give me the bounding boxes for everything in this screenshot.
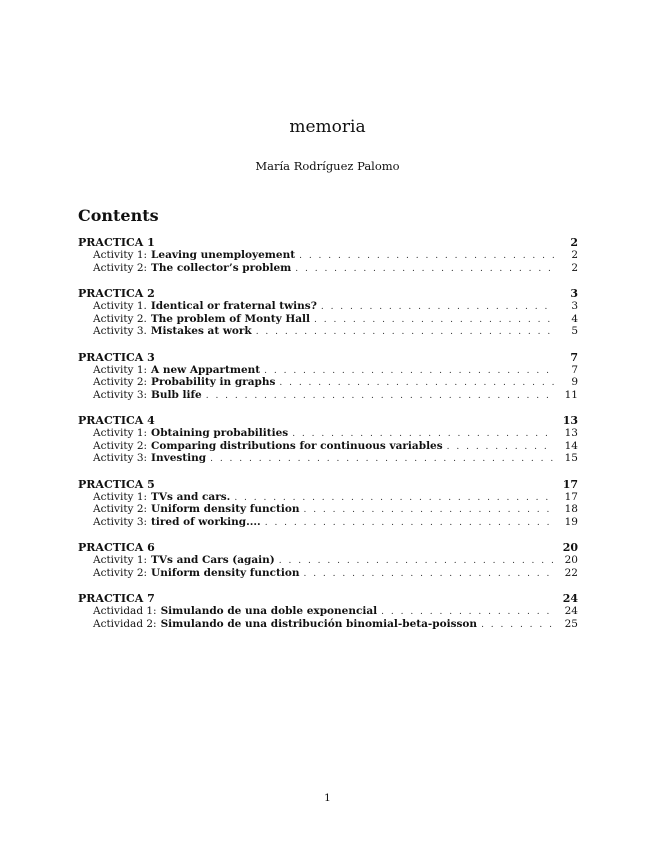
toc-section-title: PRACTICA 6 (78, 541, 155, 554)
toc-entry-prefix: Activity 2: (93, 376, 148, 388)
toc-entry-page: 18 (564, 503, 578, 515)
toc-entry-prefix: Activity 2: (93, 503, 148, 515)
toc-section-title: PRACTICA 5 (78, 477, 155, 491)
toc-entry[interactable] (78, 313, 578, 326)
toc-entry-title: Identical or fraternal twins? (150, 300, 317, 312)
toc-entry-prefix: Actividad 2: (93, 617, 157, 630)
toc-entry-page: 25 (564, 617, 578, 630)
toc-entry[interactable] (78, 262, 578, 275)
toc-entry[interactable] (78, 364, 578, 377)
toc-entry-page: 22 (564, 566, 578, 579)
toc-section-row[interactable] (78, 592, 578, 605)
toc-section-title: PRACTICA 2 (78, 287, 155, 300)
toc-entry-title: The collector’s problem (151, 261, 292, 274)
toc-section-page: 20 (562, 541, 578, 554)
toc-entry-page: 15 (564, 452, 578, 464)
toc-entry-title: Comparing distributions for continuous variables (151, 439, 443, 452)
toc-leader-dots (303, 568, 554, 581)
toc-entry[interactable] (78, 249, 578, 262)
toc-section-title: PRACTICA 7 (78, 592, 155, 605)
page-number: 1 (324, 792, 331, 804)
toc-section (78, 478, 578, 529)
toc-entry-title: TVs and Cars (again) (151, 554, 275, 566)
toc-leader-dots (481, 619, 554, 632)
toc-entry-prefix: Activity 1: (93, 427, 148, 439)
toc-entry-title: Simulando de una distribución binomial-beta-poisson (160, 617, 478, 630)
toc-entry[interactable] (78, 440, 578, 453)
toc-leader-dots (206, 390, 554, 403)
toc-entry[interactable] (78, 491, 578, 504)
toc-entry-prefix: Activity 2: (93, 566, 148, 579)
toc-entry[interactable] (78, 605, 578, 618)
toc-entry-prefix: Activity 2: (93, 439, 148, 452)
toc-entry-prefix: Activity 2. (93, 312, 147, 325)
toc-entry-page: 5 (571, 325, 578, 337)
toc-section-page: 2 (570, 236, 578, 249)
toc-section-page: 3 (570, 287, 578, 300)
toc-entry-page: 11 (564, 388, 578, 401)
toc-leader-dots (314, 314, 554, 327)
toc-section-page: 7 (570, 350, 578, 364)
toc-leader-dots (299, 250, 554, 263)
toc-entry-prefix: Activity 1. (93, 300, 147, 312)
toc-entry[interactable] (78, 516, 578, 529)
toc-entry-title: Bulb life (151, 388, 202, 401)
toc-entry-prefix: Activity 2: (93, 261, 148, 274)
toc-section (78, 414, 578, 465)
toc-entry-page: 4 (571, 312, 578, 325)
toc-section-page: 24 (562, 592, 578, 605)
toc-leader-dots (256, 326, 554, 339)
toc-entry[interactable] (78, 452, 578, 465)
toc-entry-page: 17 (564, 490, 578, 503)
toc-entry-page: 14 (564, 439, 578, 452)
toc-entry-title: Probability in graphs (151, 376, 276, 388)
toc-entry[interactable] (78, 325, 578, 338)
toc-entry-page: 24 (564, 605, 578, 617)
toc-leader-dots (295, 263, 554, 276)
toc-entry[interactable] (78, 618, 578, 631)
toc-leader-dots (321, 301, 554, 314)
toc-leader-dots (210, 453, 554, 466)
toc-entry-title: Simulando de una doble exponencial (160, 605, 378, 617)
toc-section-row[interactable] (78, 414, 578, 427)
toc-entry[interactable] (78, 389, 578, 402)
toc-section (78, 236, 578, 274)
toc-section-row[interactable] (78, 236, 578, 249)
toc-entry[interactable] (78, 503, 578, 516)
document-title: memoria (289, 117, 366, 137)
toc-section-title: PRACTICA 3 (78, 350, 155, 364)
toc-section-page: 13 (562, 414, 578, 427)
toc-section-row[interactable] (78, 541, 578, 554)
toc-entry-prefix: Activity 3. (93, 325, 147, 337)
document-author: María Rodríguez Palomo (255, 159, 400, 173)
toc-leader-dots (279, 555, 554, 568)
toc-entry-prefix: Activity 1: (93, 249, 148, 261)
toc-entry-page: 2 (571, 261, 578, 274)
toc-leader-dots (279, 377, 554, 390)
toc-entry-title: Uniform density function (151, 566, 300, 579)
toc-leader-dots (447, 441, 554, 454)
toc-entry-prefix: Activity 1: (93, 554, 148, 566)
toc-entry[interactable] (78, 567, 578, 580)
toc-entry-title: TVs and cars. (151, 490, 231, 503)
toc-section-title: PRACTICA 4 (78, 414, 155, 427)
toc-entry-page: 7 (571, 363, 578, 376)
toc-entry-prefix: Activity 3: (93, 452, 148, 464)
toc-entry-title: Investing (151, 452, 207, 464)
toc-entry-prefix: Actividad 1: (93, 605, 157, 617)
toc-section (78, 541, 578, 579)
toc-section-row[interactable] (78, 351, 578, 364)
toc-entry-title: tired of working.... (151, 515, 261, 528)
toc-entry-title: A new Appartment (151, 363, 261, 376)
toc-section (78, 592, 578, 630)
toc-entry-prefix: Activity 3: (93, 388, 148, 401)
toc-entry-page: 9 (571, 376, 578, 388)
toc-entry-page: 13 (564, 427, 578, 439)
toc-section-row[interactable] (78, 478, 578, 491)
toc-entry-title: Obtaining probabilities (151, 427, 289, 439)
toc-entry[interactable] (78, 427, 578, 440)
toc-entry[interactable] (78, 376, 578, 389)
toc-entry[interactable] (78, 554, 578, 567)
toc-entry-title: Uniform density function (151, 503, 300, 515)
toc-leader-dots (264, 365, 554, 378)
table-of-contents (78, 236, 578, 643)
contents-heading: Contents (78, 206, 159, 225)
toc-section (78, 287, 578, 338)
toc-entry[interactable] (78, 300, 578, 313)
toc-entry-page: 2 (571, 249, 578, 261)
toc-entry-prefix: Activity 1: (93, 490, 148, 503)
toc-leader-dots (303, 504, 554, 517)
toc-entry-title: Leaving unemployement (151, 249, 296, 261)
toc-entry-page: 20 (564, 554, 578, 566)
toc-section-title: PRACTICA 1 (78, 236, 155, 249)
toc-leader-dots (265, 517, 554, 530)
toc-section (78, 351, 578, 402)
toc-entry-page: 19 (564, 515, 578, 528)
toc-entry-title: Mistakes at work (150, 325, 252, 337)
toc-entry-page: 3 (571, 300, 578, 312)
toc-section-page: 17 (562, 477, 578, 491)
toc-entry-title: The problem of Monty Hall (150, 312, 311, 325)
toc-section-row[interactable] (78, 287, 578, 300)
toc-entry-prefix: Activity 3: (93, 515, 148, 528)
toc-entry-prefix: Activity 1: (93, 363, 148, 376)
